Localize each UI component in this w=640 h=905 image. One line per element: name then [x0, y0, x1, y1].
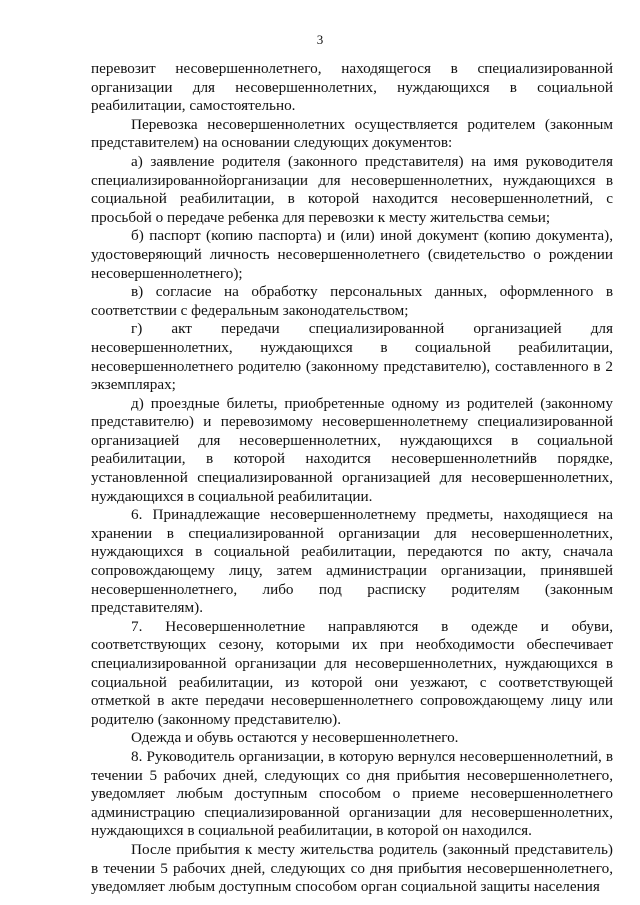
- paragraph-clothing-note: Одежда и обувь остаются у несовершеннолетнего.: [131, 729, 459, 747]
- page-number: 3: [316, 32, 324, 47]
- paragraph-item-b: б) паспорт (копию паспорта) и (или) иной документ (копию документа), удостоверяющий личность несовершеннолетнего (свидетельство о рождении несовершеннолетнего);: [91, 227, 613, 282]
- paragraph-section-7: 7. Несовершеннолетние направляются в одежде и обуви, соответствующих сезону, которыми их при необходимости обеспечивает специализированной организации для несовершеннолетних, нуждающихся в социальной реабилитации, из которой они уезжают, с соответствующей отметкой в акте передачи несовершеннолетнего сопровождающему лицу или родителю (законному представителю).: [91, 617, 613, 728]
- paragraph-item-d: д) проездные билеты, приобретенные одному из родителей (законному представителю) и перевозимому несовершеннолетнему специализированной организацией для несовершеннолетних, нуждающихся в социальной реабилитации, в которой находится несовершеннолетнийв порядке, установленной специализированной организацией для несовершеннолетних, нуждающихся в социальной реабилитации.: [91, 394, 613, 505]
- paragraph-continuation: перевозит несовершеннолетнего, находящегося в специализированной организации для несовершеннолетних, нуждающихся в социальной реабилитации, самостоятельно.: [91, 60, 613, 115]
- paragraph-item-g: г) акт передачи специализированной организацией для несовершеннолетних, нуждающихся в социальной реабилитации, несовершеннолетнего родителю (законному представителю), составленного в 2 экземплярах;: [91, 320, 613, 394]
- paragraph-transport-basis: Перевозка несовершеннолетних осуществляется родителем (законным представителем) на основании следующих документов:: [91, 115, 613, 152]
- paragraph-after-arrival: После прибытия к месту жительства родитель (законный представитель) в течении 5 рабочих дней, следующих со дня прибытия несовершеннолетнего, уведомляет любым доступным способом орган социальной защиты населения: [91, 840, 613, 896]
- paragraph-section-6: 6. Принадлежащие несовершеннолетнему предметы, находящиеся на хранении в специализированной организации для несовершеннолетних, нуждающихся в социальной реабилитации, передаются по акту, сначала сопровождающему лицу, затем администрации организации, принявшей несовершеннолетнего, либо под расписку родителям (законным представителям).: [91, 506, 613, 617]
- paragraph-item-a: а) заявление родителя (законного представителя) на имя руководителя специализированнойорганизации для несовершеннолетних, нуждающихся в социальной реабилитации, в которой находится несовершеннолетний, с просьбой о передаче ребенка для перевозки к месту жительства семьи;: [91, 152, 613, 226]
- paragraph-item-v: в) согласие на обработку персональных данных, оформленного в соответствии с федеральным законодательством;: [91, 283, 613, 319]
- document-body: [91, 60, 613, 897]
- paragraph-section-8: 8. Руководитель организации, в которую вернулся несовершеннолетний, в течении 5 рабочих дней, следующих со дня прибытия несовершеннолетнего, уведомляет любым доступным способом о приеме несовершеннолетнего администрацию специализированной организации для несовершеннолетних, нуждающихся в социальной реабилитации, в которой он находился.: [91, 747, 613, 840]
